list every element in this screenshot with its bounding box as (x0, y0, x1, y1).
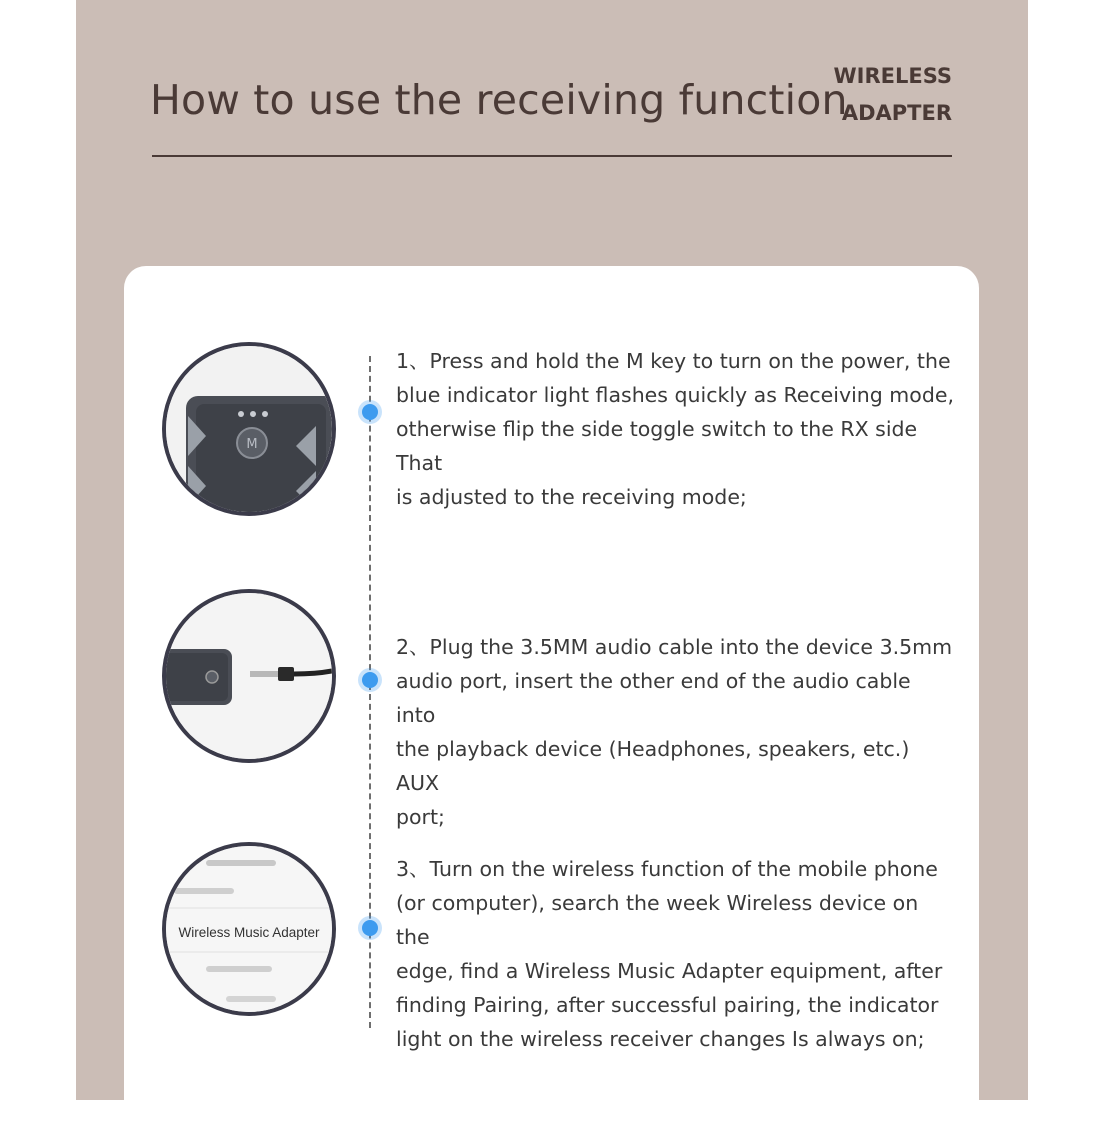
step-2 (396, 630, 956, 834)
step-3 (396, 852, 956, 1056)
step-2-number: 2、 (396, 635, 430, 659)
step-3-image (162, 842, 336, 1016)
svg-text:M: M (246, 437, 258, 452)
step-1-text: Press and hold the M key to turn on the power, the blue indicator light flashes quickly as Receiving mode, otherwise flip the side toggle switch to the RX side That is adjusted to the receiving mode; (396, 349, 954, 509)
brand-line-2: ADAPTER (841, 101, 952, 125)
step-3-number: 3、 (396, 857, 430, 881)
timeline-dot-3 (362, 920, 378, 936)
device-list-label: Wireless Music Adapter (178, 925, 320, 940)
page-title: How to use the receiving function (150, 76, 848, 124)
step-2-image (162, 589, 336, 763)
audio-cable-illustration (166, 593, 332, 759)
step-2-text: Plug the 3.5MM audio cable into the device 3.5mm audio port, insert the other end of the audio cable into the playback device (Headphones, speakers, etc.) AUX port; (396, 635, 953, 829)
header-divider (152, 155, 952, 157)
step-3-text: Turn on the wireless function of the mobile phone (or computer), search the week Wireless device on the edge, find a Wireless Music Adapter equipment, after finding Pairing, after successful pairing, the indicator light on the wireless receiver changes Is always on; (396, 857, 943, 1051)
step-1-image (162, 342, 336, 516)
step-1 (396, 344, 956, 514)
brand-label (833, 58, 952, 132)
timeline-dot-2 (362, 672, 378, 688)
brand-line-1: WIRELESS (833, 64, 952, 88)
device-front-illustration (166, 346, 332, 512)
timeline-dot-1 (362, 404, 378, 420)
bluetooth-device-list-illustration (166, 846, 332, 1012)
step-1-number: 1、 (396, 349, 430, 373)
